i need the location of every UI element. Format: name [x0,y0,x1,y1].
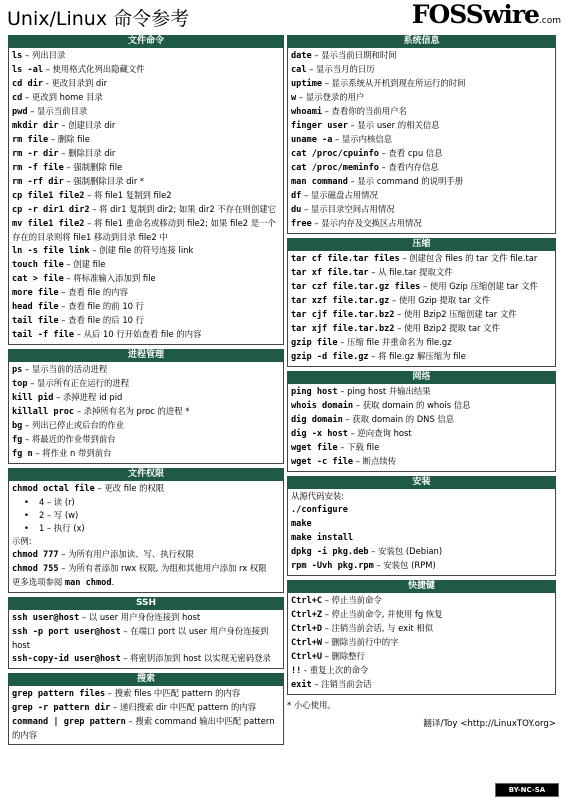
command-code: cd [12,93,23,103]
command-code: !! [291,666,302,676]
command-code: free [291,219,312,229]
command-description: – 显示所有正在运行的进程 [27,378,130,388]
cc-license-badge [495,783,559,797]
section-header: 网络 [287,371,556,384]
command-row [12,652,280,666]
command-description: – 使用格式化列出隐藏文件 [43,64,145,74]
command-code: tar cjf file.tar.bz2 [291,310,395,320]
command-description: – 使用 Gzip 提取 tar 文件 [389,295,491,305]
command-row [291,336,552,350]
command-description: – 显示目录空间占用情况 [301,204,395,214]
command-code: chmod octal file [12,484,95,494]
command-code: chmod 777 [12,550,59,560]
command-description: – 删除目录 dir [58,148,116,158]
command-row [291,252,552,266]
command-code: command | grep pattern [12,717,126,727]
command-description: – 在端口 port 以 user 用户身份连接到 host [12,626,269,650]
command-description: – 更改到 home 目录 [22,92,103,102]
command-row [12,625,280,652]
command-code: ls [12,51,23,61]
command-row [291,350,552,364]
command-code: wget file [291,443,338,453]
command-code: ssh user@host [12,613,80,623]
command-description: – 停止当前命令 [322,595,382,605]
command-description: – 显示磁盘占用情况 [301,190,378,200]
command-row [12,133,280,147]
command-description: – 将 dir1 复制到 dir2; 如果 dir2 不存在则创建它 [89,204,277,214]
command-row [12,217,280,244]
command-code: whoami [291,107,323,117]
command-row [291,266,552,280]
command-code: Ctrl+D [291,624,323,634]
command-description: – 创建目录 dir [58,120,116,130]
command-row [12,377,280,391]
command-code: Ctrl+U [291,652,323,662]
command-code: mv file1 file2 [12,219,85,229]
command-description: – 创建包含 files 的 tar 文件 file.tar [399,253,538,263]
command-row [291,91,552,105]
command-description: – 将 file1 重命名或移动到 file2; 如果 file2 是一个存在的目录则将 file1 移动到目录 file2 中 [12,218,276,242]
command-description: – 显示当前日期和时间 [311,50,397,60]
command-code: w [291,93,297,103]
command-description: – 查看 file 的内容 [58,287,129,297]
command-row [291,531,552,545]
command-code: chmod 755 [12,564,59,574]
command-code: rm -r dir [12,149,59,159]
command-row [291,308,552,322]
command-description: – 递归搜索 dir 中匹配 pattern 的内容 [110,702,257,712]
command-description: – 获取 domain 的 DNS 信息 [342,414,455,424]
command-description: – 逆向查询 host [347,428,412,438]
command-code: touch file [12,260,64,270]
command-row [12,522,280,535]
command-description: – 删除 file [48,134,90,144]
command-description: – 压缩 file 并重命名为 file.gz [337,337,452,347]
command-code: cat > file [12,274,64,284]
command-row [12,363,280,377]
command-description: – 显示登录的用户 [296,92,365,102]
command-code: gzip -d file.gz [291,352,369,362]
command-code: ping host [291,387,338,397]
command-row [12,286,280,300]
command-row [12,314,280,328]
plain-text: 更多选项参阅 [12,577,65,587]
command-description: – 创建 file [63,259,106,269]
section-body [287,489,556,576]
command-code: bg [12,421,23,431]
command-row [12,328,280,342]
command-code: more file [12,288,59,298]
command-description: – 将最近的作业带到前台 [22,434,116,444]
command-row [291,678,552,692]
command-description: – 以 user 用户身份连接到 host [79,612,201,622]
command-code: tar czf file.tar.gz files [291,282,421,292]
command-description: – 杀掉进程 id pid [53,392,123,402]
command-code: df [291,191,302,201]
logo-main: FOSSwire [411,0,539,29]
command-row [291,322,552,336]
command-code: man chmod [64,578,112,588]
command-code: dig -x host [291,429,348,439]
command-row [291,63,552,77]
left-column [8,35,284,749]
command-row [291,545,552,559]
command-description: – 断点续传 [353,456,397,466]
command-row [291,133,552,147]
command-code: cd dir [12,79,44,89]
command-description: – 获取 domain 的 whois 信息 [353,400,471,410]
command-row [12,300,280,314]
command-description: – 将作业 n 带到前台 [32,448,112,458]
command-row [12,147,280,161]
command-description: – 查看 cpu 信息 [378,148,443,158]
command-row [291,147,552,161]
command-code: grep pattern files [12,689,106,699]
section-body [8,48,284,345]
command-code: cat /proc/cpuinfo [291,149,379,159]
command-row [291,636,552,650]
command-row [291,664,552,678]
command-description: – 为所有用户添加读、写、执行权限 [58,549,194,559]
plain-text: 示例: [12,536,32,546]
command-code: dpkg -i pkg.deb [291,547,369,557]
plain-text: 从源代码安装: [291,491,345,501]
section-body [287,251,556,367]
command-row [12,272,280,286]
command-description: – 搜索 files 中匹配 pattern 的内容 [105,688,241,698]
command-description: – 安装包 (RPM) [373,560,436,570]
command-row [12,433,280,447]
command-description: – 将标准输入添加到 file [63,273,156,283]
command-code: Ctrl+Z [291,610,323,620]
command-code: tar xf file.tar [291,268,369,278]
bullet-text: 4 – 读 (r) [38,497,75,507]
command-description: – 注销当前会话, 与 exit 相似 [322,623,434,633]
command-row [12,701,280,715]
command-row [291,427,552,441]
command-row [12,91,280,105]
command-row [291,441,552,455]
command-row [12,405,280,419]
command-code: rm -f file [12,163,64,173]
command-code: grep -r pattern dir [12,703,111,713]
command-row [291,119,552,133]
command-code: man command [291,177,348,187]
command-code: ps [12,365,23,375]
command-code: ssh -p port user@host [12,627,121,637]
command-code: uname -a [291,135,333,145]
translator-credit: 翻译/Toy <http://LinuxTOY.org> [423,719,556,729]
command-description: – 杀掉所有名为 proc 的进程 * [74,406,190,416]
command-description: – 显示当前目录 [27,106,88,116]
section-body [287,593,556,695]
command-row [12,161,280,175]
command-row [291,399,552,413]
command-row [12,63,280,77]
command-row [12,175,280,189]
command-description: – 停止当前命令, 并使用 fg 恢复 [322,609,443,619]
command-row [291,622,552,636]
section-header: 搜索 [8,673,284,686]
command-description: – 查看 file 的后 10 行 [58,315,145,325]
section-header: 文件命令 [8,35,284,48]
command-code: head file [12,302,59,312]
command-row [12,77,280,91]
command-row [12,562,280,576]
section-body [8,481,284,593]
command-code: tail file [12,316,59,326]
command-row [291,385,552,399]
command-row [12,687,280,701]
command-code: cat /proc/meminfo [291,163,379,173]
command-description: – 从 file.tar 提取文件 [368,267,453,277]
command-row [291,650,552,664]
command-code: fg [12,435,23,445]
command-row [12,105,280,119]
section-body [8,362,284,464]
section-header: 文件权限 [8,468,284,481]
command-description: – 安装包 (Debian) [368,546,443,556]
command-description: – 显示 user 的相关信息 [347,120,440,130]
logo-suffix: .com [538,16,561,26]
bullet-text: 2 – 写 (w) [38,510,79,520]
command-description: – 强制删除目录 dir * [63,176,145,186]
command-row [12,189,280,203]
command-description: – 将 file1 复制到 file2 [84,190,172,200]
command-code: tail -f file [12,330,75,340]
plain-text: . [111,577,115,587]
command-code: pwd [12,107,28,117]
command-code: make [291,519,312,529]
command-row [12,419,280,433]
command-row [291,105,552,119]
command-row [291,217,552,231]
command-description: – 使用 Bzip2 提取 tar 文件 [394,323,500,333]
command-row [12,496,280,509]
command-description: – 查看内存信息 [378,162,439,172]
command-description: – 显示当月的日历 [306,64,375,74]
command-code: ln -s file link [12,246,90,256]
section-header: SSH [8,597,284,610]
command-row [12,576,280,590]
command-row [12,509,280,522]
command-row [291,490,552,503]
command-code: wget -c file [291,457,354,467]
command-row [12,391,280,405]
command-code: make install [291,533,354,543]
command-description: – 删除整行 [322,651,366,661]
command-row [291,49,552,63]
command-code: ./configure [291,505,348,515]
command-description: – ping host 并输出结果 [337,386,431,396]
command-row [291,517,552,531]
command-code: uptime [291,79,323,89]
command-row [12,203,280,217]
command-code: exit [291,680,312,690]
command-code: ls -al [12,65,44,75]
command-code: rm -rf dir [12,177,64,187]
command-description: – 使用 Bzip2 压缩创建 tar 文件 [394,309,517,319]
command-code: cal [291,65,307,75]
section-body [8,610,284,669]
command-row [12,548,280,562]
command-description: – 搜索 command 输出中匹配 pattern 的内容 [12,716,275,740]
command-description: – 将 file.gz 解压缩为 file [368,351,466,361]
command-code: whois domain [291,401,354,411]
command-row [291,413,552,427]
command-code: gzip file [291,338,338,348]
command-row [12,715,280,742]
command-description: – 列出目录 [22,50,66,60]
command-row [291,77,552,91]
command-code: cp file1 file2 [12,191,85,201]
command-description: – 强制删除 file [63,162,123,172]
command-row [291,608,552,622]
command-row [12,258,280,272]
command-row [12,611,280,625]
command-code: du [291,205,302,215]
command-description: – 下载 file [337,442,380,452]
command-description: – 显示当前的活动进程 [22,364,108,374]
page-title: Unix/Linux 命令参考 [7,8,190,30]
command-description: – 注销当前会话 [311,679,372,689]
command-code: finger user [291,121,348,131]
caution-note: * 小心使用。 [287,700,336,710]
command-description: – 从后 10 行开始查看 file 的内容 [74,329,202,339]
command-description: - 更改目录到 dir [43,78,108,88]
command-row [291,503,552,517]
command-code: Ctrl+W [291,638,323,648]
command-row [12,49,280,63]
license-text: BY-NC-SA [508,786,546,794]
command-description: – 显示 command 的说明手册 [347,176,464,186]
command-row [291,189,552,203]
command-code: cp -r dir1 dir2 [12,205,90,215]
command-code: rm file [12,135,49,145]
command-code: tar cf file.tar files [291,254,400,264]
command-code: ssh-copy-id user@host [12,654,121,664]
command-row [12,244,280,258]
section-header: 系统信息 [287,35,556,48]
command-description: – 列出已停止或后台的作业 [22,420,124,430]
command-code: killall proc [12,407,75,417]
command-description: – 显示系统从开机到现在所运行的时间 [322,78,466,88]
section-header: 进程管理 [8,349,284,362]
command-row [12,119,280,133]
command-row [291,455,552,469]
section-header: 快捷键 [287,580,556,593]
command-code: date [291,51,312,61]
command-row [291,280,552,294]
section-body [287,384,556,472]
fosswire-logo [412,0,561,29]
command-description: – 显示内核信息 [332,134,393,144]
command-description: – 删除当前行中的字 [322,637,399,647]
command-row [291,161,552,175]
command-description: – 使用 Gzip 压缩创建 tar 文件 [420,281,538,291]
right-column [287,35,556,729]
command-row [291,594,552,608]
section-body [8,686,284,745]
command-code: kill pid [12,393,54,403]
command-description: - 重复上次的命令 [301,665,369,675]
command-row [291,294,552,308]
command-code: tar xjf file.tar.bz2 [291,324,395,334]
command-row [12,447,280,461]
command-description: – 显示内存及交换区占用情况 [311,218,422,228]
bullet-text: 1 – 执行 (x) [38,523,85,533]
command-description: – 查看你的当前用户名 [322,106,407,116]
command-description: – 创建 file 的符号连接 link [89,245,194,255]
command-description: – 更改 file 的权限 [94,483,165,493]
command-row [291,175,552,189]
command-code: tar xzf file.tar.gz [291,296,390,306]
command-row [12,535,280,548]
command-code: rpm -Uvh pkg.rpm [291,561,374,571]
command-row [291,559,552,573]
command-code: dig domain [291,415,343,425]
command-code: fg n [12,449,33,459]
command-code: top [12,379,28,389]
command-description: – 将密钥添加到 host 以实现无密码登录 [120,653,271,663]
section-header: 安装 [287,476,556,489]
command-row [12,482,280,496]
section-body [287,48,556,234]
command-description: – 查看 file 的前 10 行 [58,301,145,311]
command-row [291,203,552,217]
command-code: mkdir dir [12,121,59,131]
command-description: – 为所有者添加 rwx 权限, 为组和其他用户添加 rx 权限 [58,563,267,573]
command-code: Ctrl+C [291,596,323,606]
section-header: 压缩 [287,238,556,251]
